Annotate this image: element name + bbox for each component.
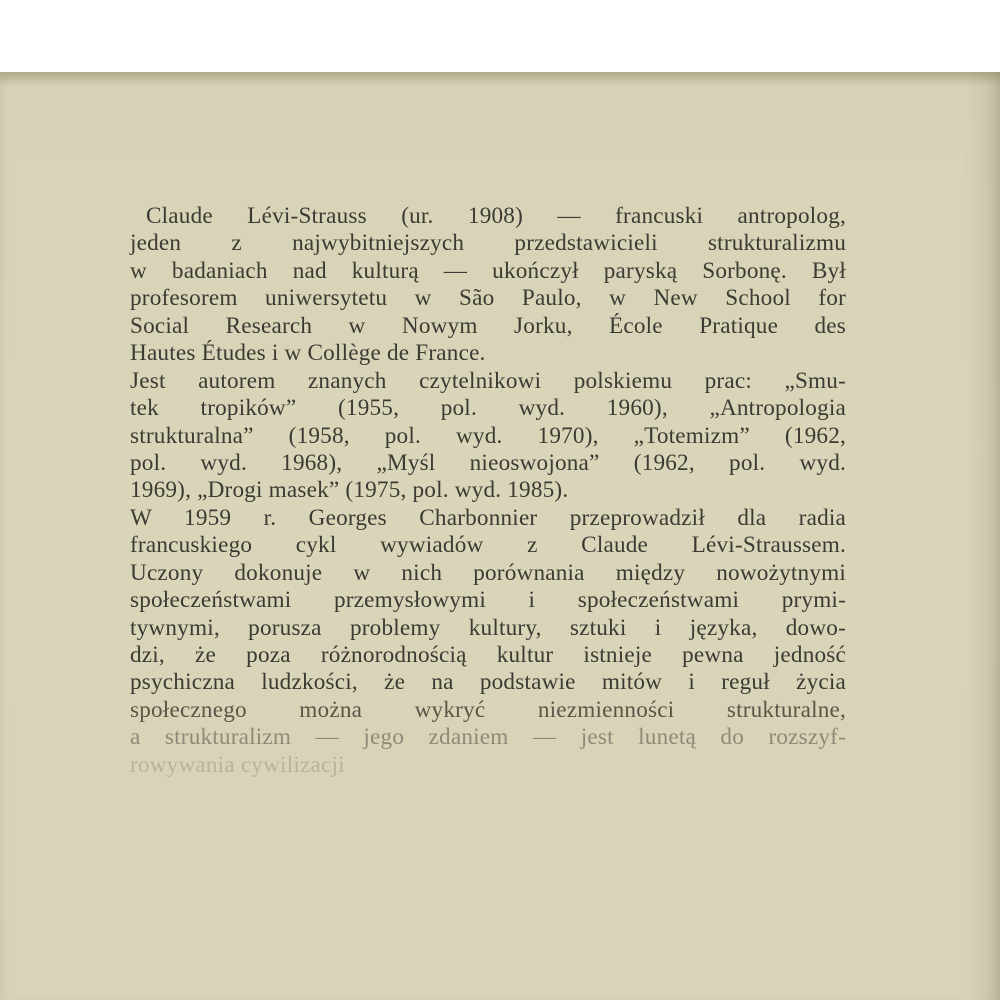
cover-right-edge bbox=[964, 72, 1000, 1000]
blurb-line: społeczeństwami przemysłowymi i społeczeństwami prymi- bbox=[130, 587, 846, 614]
blurb-line: a strukturalizm — jego zdaniem — jest lunetą do rozszyf- bbox=[130, 724, 846, 751]
blurb-line: w badaniach nad kulturą — ukończył paryską Sorbonę. Był bbox=[130, 257, 846, 284]
blurb-line: W 1959 r. Georges Charbonnier przeprowadził dla radia bbox=[130, 504, 846, 531]
blurb-line: profesorem uniwersytetu w São Paulo, w New School for bbox=[130, 285, 846, 312]
blurb-line: Claude Lévi-Strauss (ur. 1908) — francuski antropolog, bbox=[146, 203, 846, 229]
back-cover-blurb bbox=[130, 203, 846, 779]
blurb-line: społecznego można wykryć niezmienności strukturalne, bbox=[130, 696, 846, 723]
blurb-line: strukturalna” (1958, pol. wyd. 1970), „Totemizm” (1962, bbox=[130, 422, 846, 449]
blurb-line: 1969), „Drogi masek” (1975, pol. wyd. 1985). bbox=[130, 477, 569, 504]
blurb-line: jeden z najwybitniejszych przedstawicieli strukturalizmu bbox=[130, 230, 846, 257]
blurb-line: francuskiego cykl wywiadów z Claude Lévi-Straussem. bbox=[130, 532, 846, 559]
blurb-line: tek tropików” (1955, pol. wyd. 1960), „Antropologia bbox=[130, 395, 846, 422]
blurb-line: tywnymi, porusza problemy kultury, sztuki i języka, dowo- bbox=[130, 614, 846, 641]
blurb-line: Uczony dokonuje w nich porównania między nowożytnymi bbox=[130, 559, 846, 586]
blurb-line: rowywania cywilizacji bbox=[130, 751, 345, 778]
blurb-line: Social Research w Nowym Jorku, École Pratique des bbox=[130, 312, 846, 339]
blurb-line: Hautes Études i w Collège de France. bbox=[130, 340, 486, 367]
cover-top-shadow bbox=[0, 72, 1000, 86]
blurb-line: pol. wyd. 1968), „Myśl nieoswojona” (1962, pol. wyd. bbox=[130, 449, 846, 476]
blurb-line: Jest autorem znanych czytelnikowi polskiemu prac: „Smu- bbox=[130, 367, 846, 394]
blurb-line: psychiczna ludzkości, że na podstawie mitów i reguł życia bbox=[130, 669, 846, 696]
blurb-line: dzi, że poza różnorodnością kultur istnieje pewna jedność bbox=[130, 642, 846, 668]
